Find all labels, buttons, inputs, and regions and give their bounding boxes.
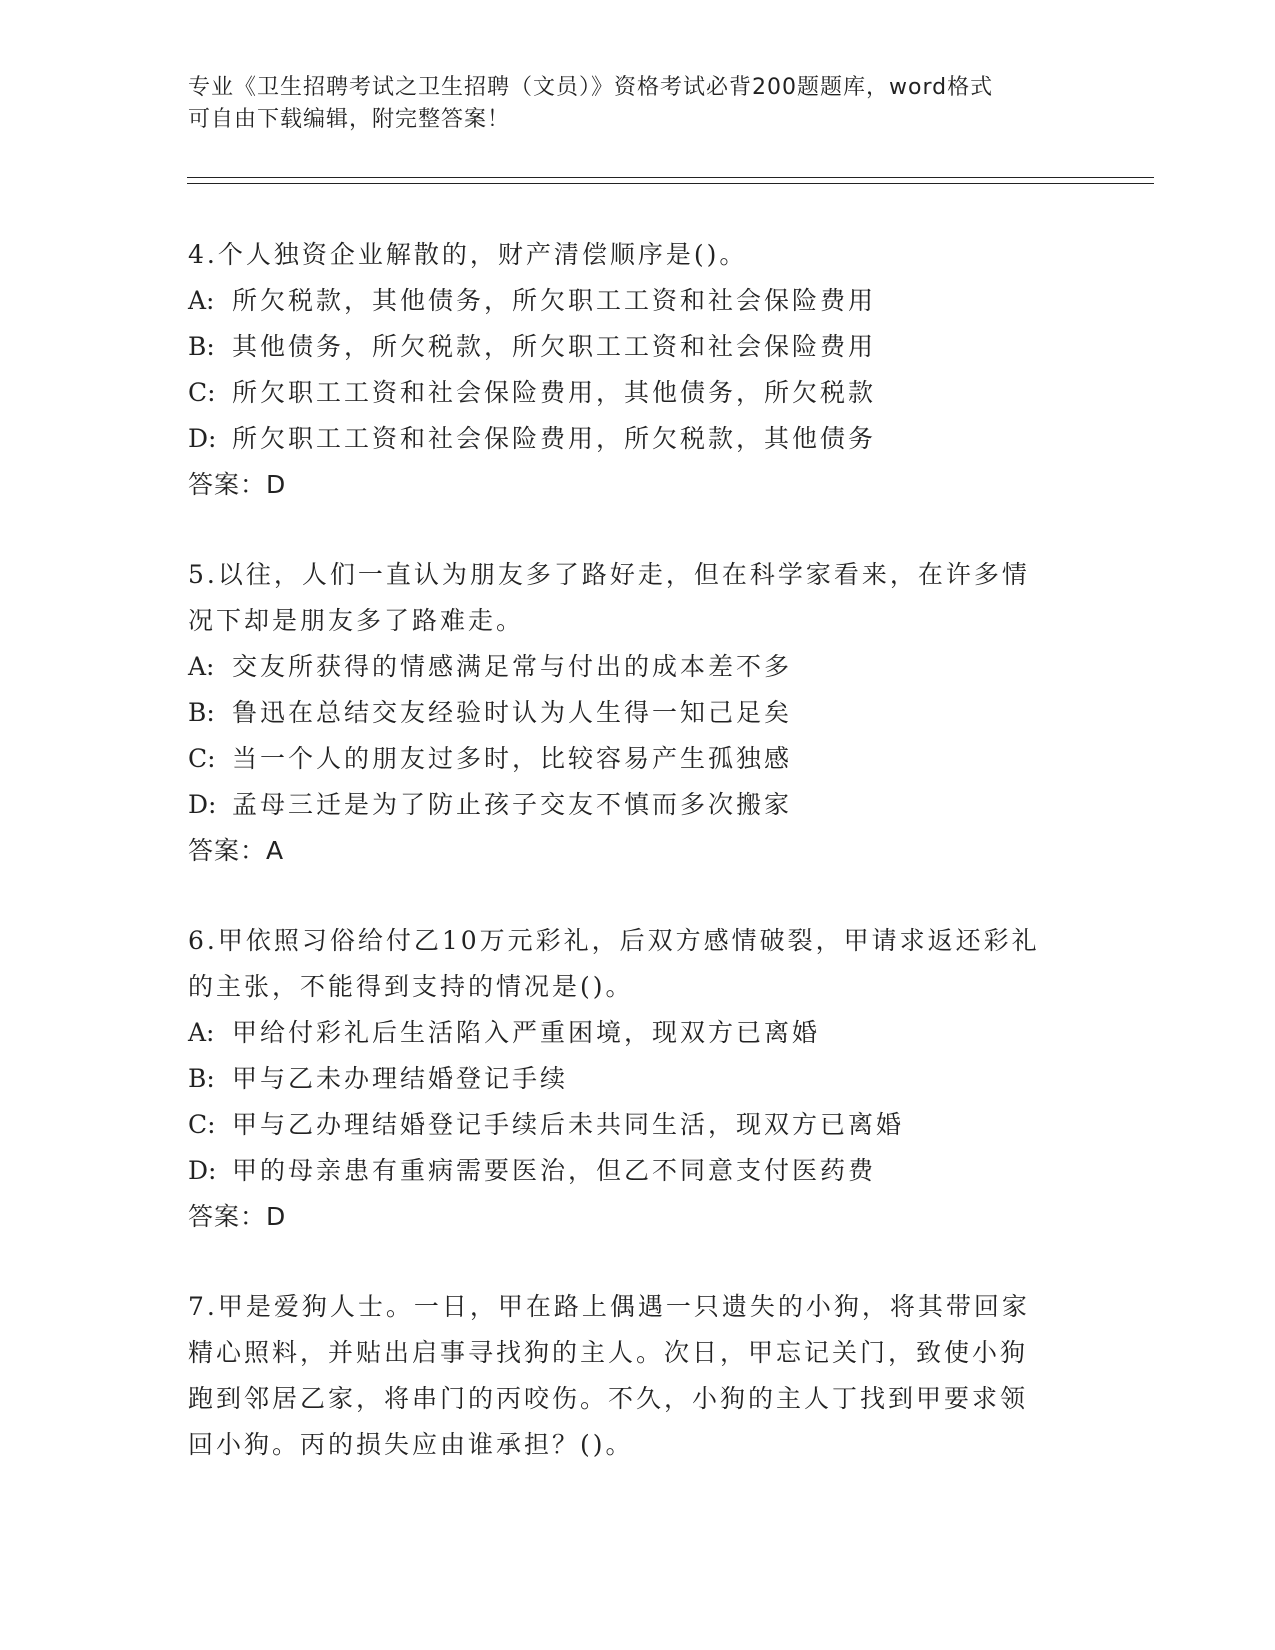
option-d [188,782,1088,828]
question-6 [188,918,1088,1240]
option-key: A: [188,652,215,681]
header-divider-top [187,177,1154,178]
question-4 [188,232,1088,508]
option-a [188,1010,1088,1056]
option-key: A: [188,1018,215,1047]
option-text: 甲给付彩礼后生活陷入严重困境，现双方已离婚 [232,1018,821,1047]
option-d [188,416,1088,462]
question-stem: 跑到邻居乙家，将串门的丙咬伤。不久，小狗的主人丁找到甲要求领 [188,1384,1029,1413]
option-key: C: [188,1110,216,1139]
option-a [188,278,1088,324]
option-c [188,370,1088,416]
option-c [188,736,1088,782]
option-text: 所欠职工工资和社会保险费用，其他债务，所欠税款 [232,378,877,407]
answer-label: 答案：A [188,836,285,865]
option-b [188,324,1088,370]
option-text: 其他债务，所欠税款，所欠职工工资和社会保险费用 [232,332,877,361]
option-key: A: [188,286,215,315]
option-text: 甲与乙未办理结婚登记手续 [232,1064,569,1093]
option-a [188,644,1088,690]
option-b [188,690,1088,736]
option-text: 当一个人的朋友过多时，比较容易产生孤独感 [232,744,793,773]
question-stem: 况下却是朋友多了路难走。 [188,606,525,635]
question-stem: 6.甲依照习俗给付乙10万元彩礼，后双方感情破裂，甲请求返还彩礼 [188,926,1040,955]
header-line: 可自由下载编辑，附完整答案！ [188,107,511,132]
document-header [188,72,1088,136]
option-text: 孟母三迁是为了防止孩子交友不慎而多次搬家 [232,790,793,819]
header-divider-bottom [187,183,1154,184]
question-stem: 4.个人独资企业解散的，财产清偿顺序是()。 [188,240,748,269]
question-list [188,232,1088,1512]
answer-label: 答案：D [188,1202,287,1231]
option-d [188,1148,1088,1194]
option-key: B: [188,1064,215,1093]
question-stem: 精心照料，并贴出启事寻找狗的主人。次日，甲忘记关门，致使小狗 [188,1338,1029,1367]
option-b [188,1056,1088,1102]
header-line: 专业《卫生招聘考试之卫生招聘（文员）》资格考试必背200题题库，word格式 [188,75,994,100]
option-text: 甲与乙办理结婚登记手续后未共同生活，现双方已离婚 [232,1110,905,1139]
option-c [188,1102,1088,1148]
option-key: C: [188,744,216,773]
option-key: B: [188,332,215,361]
question-stem: 回小狗。丙的损失应由谁承担？()。 [188,1430,634,1459]
question-stem: 的主张，不能得到支持的情况是()。 [188,972,634,1001]
option-key: D: [188,1156,217,1185]
question-5 [188,552,1088,874]
option-text: 所欠税款，其他债务，所欠职工工资和社会保险费用 [232,286,877,315]
question-7 [188,1284,1088,1468]
option-key: D: [188,424,217,453]
question-stem: 7.甲是爱狗人士。一日，甲在路上偶遇一只遗失的小狗，将其带回家 [188,1292,1030,1321]
option-key: B: [188,698,215,727]
answer-label: 答案：D [188,470,287,499]
option-text: 鲁迅在总结交友经验时认为人生得一知己足矣 [232,698,793,727]
question-stem: 5.以往，人们一直认为朋友多了路好走，但在科学家看来，在许多情 [188,560,1030,589]
option-text: 所欠职工工资和社会保险费用，所欠税款，其他债务 [232,424,877,453]
option-key: D: [188,790,217,819]
option-key: C: [188,378,216,407]
option-text: 甲的母亲患有重病需要医治，但乙不同意支付医药费 [232,1156,877,1185]
option-text: 交友所获得的情感满足常与付出的成本差不多 [232,652,793,681]
